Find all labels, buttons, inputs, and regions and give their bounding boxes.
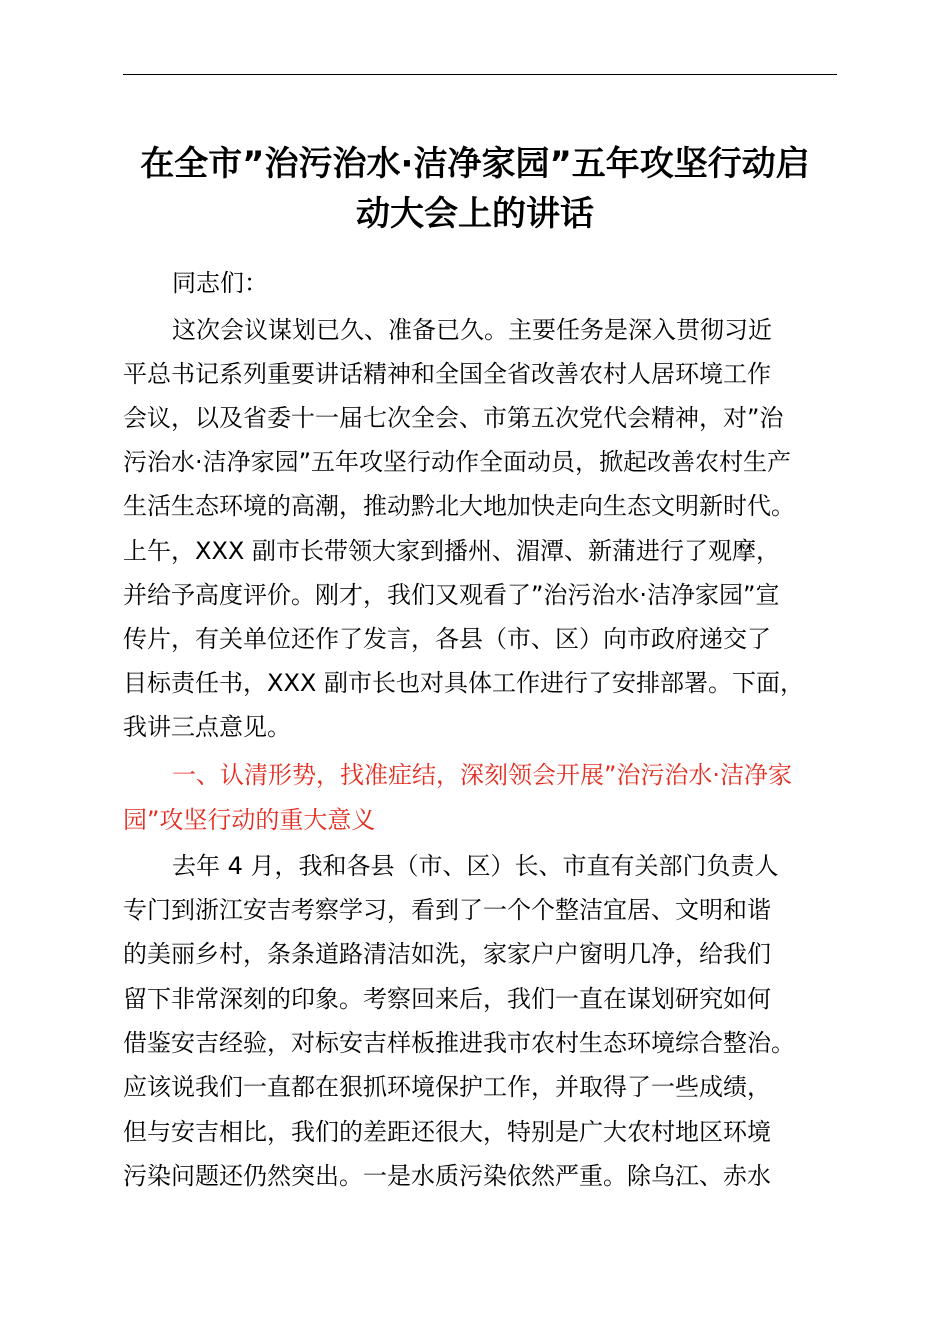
paragraph-2-line: 的美丽乡村，条条道路清洁如洗，家家户户窗明几净，给我们 [123,940,771,968]
paragraph-2-line: 留下非常深刻的印象。考察回来后，我们一直在谋划研究如何 [123,985,771,1013]
paragraph-1-line: 并给予高度评价。刚才，我们又观看了”治污治水·洁净家园”宣 [123,581,780,609]
section-heading-1-line-1: 一、认清形势，找准症结，深刻领会开展”治污治水·洁净家 [172,761,793,789]
section-heading-1-line-2: 园”攻坚行动的重大意义 [123,806,376,834]
paragraph-2-line: 去年 4 月，我和各县（市、区）长、市直有关部门负责人 [172,852,779,880]
header-rule [123,74,837,75]
paragraph-1-line: 上午，XXX 副市长带领大家到播州、湄潭、新蒲进行了观摩， [123,537,780,565]
paragraph-2-line: 专门到浙江安吉考察学习，看到了一个个整洁宜居、文明和谐 [123,896,771,924]
paragraph-1-line: 目标责任书，XXX 副市长也对具体工作进行了安排部署。下面， [123,669,804,697]
paragraph-1-line: 我讲三点意见。 [123,713,291,741]
paragraph-2-line: 借鉴安吉经验，对标安吉样板推进我市农村生态环境综合整治。 [123,1029,795,1057]
page-title-line-2: 动大会上的讲话 [356,194,594,234]
paragraph-1-line: 会议，以及省委十一届七次全会、市第五次党代会精神，对”治 [123,404,784,432]
paragraph-1-line: 生活生态环境的高潮，推动黔北大地加快走向生态文明新时代。 [123,492,795,520]
paragraph-2-line: 污染问题还仍然突出。一是水质污染依然严重。除乌江、赤水 [123,1162,771,1190]
page-title-line-1: 在全市”治污治水·洁净家园”五年攻坚行动启 [140,144,810,184]
paragraph-1-line: 这次会议谋划已久、准备已久。主要任务是深入贯彻习近 [172,316,772,344]
paragraph-1-line: 污治水·洁净家园”五年攻坚行动作全面动员，掀起改善农村生产 [123,448,792,476]
salutation: 同志们： [172,269,268,297]
paragraph-1-line: 平总书记系列重要讲话精神和全国全省改善农村人居环境工作 [123,360,771,388]
paragraph-2-line: 应该说我们一直都在狠抓环境保护工作，并取得了一些成绩， [123,1073,771,1101]
paragraph-2-line: 但与安吉相比，我们的差距还很大，特别是广大农村地区环境 [123,1118,771,1146]
paragraph-1-line: 传片，有关单位还作了发言，各县（市、区）向市政府递交了 [123,625,771,653]
